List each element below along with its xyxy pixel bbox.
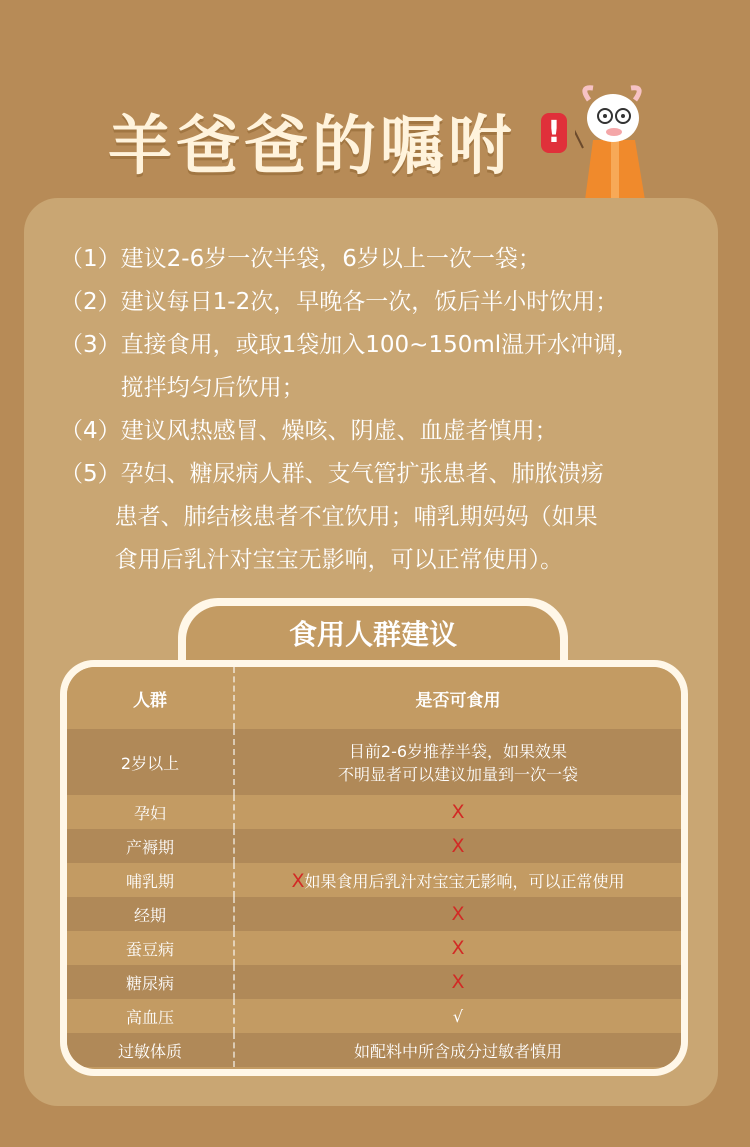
cell-advice — [234, 863, 681, 897]
cross-mark: X — [451, 937, 465, 959]
cell-advice — [234, 931, 681, 965]
notes-list — [60, 238, 710, 582]
cell-group: 哺乳期 — [67, 863, 234, 897]
cell-group: 产褥期 — [67, 829, 234, 863]
cell-advice — [234, 897, 681, 931]
note-number: （3） — [60, 332, 121, 358]
note-text: 直接食用，或取1袋加入100~150ml温开水冲调， — [120, 332, 640, 358]
note-text: 孕妇、糖尿病人群、支气管扩张患者、肺脓溃疡 — [120, 461, 604, 487]
note-item — [60, 453, 710, 582]
cell-group: 2岁以上 — [67, 729, 234, 795]
suitability-table — [67, 667, 681, 1069]
note-number: （5） — [60, 461, 121, 487]
table-row — [67, 897, 681, 931]
cross-mark: X — [451, 903, 465, 925]
sheep-mascot-illustration — [575, 78, 655, 203]
cell-advice — [234, 795, 681, 829]
table-row — [67, 729, 681, 795]
cell-text: 如配料中所含成分过敏者慎用 — [353, 1041, 562, 1061]
cell-group: 经期 — [67, 897, 234, 931]
page-title: 羊爸爸的嘱咐 — [108, 109, 516, 184]
cross-mark: X — [451, 835, 465, 857]
note-number: （4） — [60, 418, 121, 444]
check-mark: √ — [452, 1006, 464, 1026]
cell-advice — [234, 999, 681, 1033]
table-row — [67, 863, 681, 897]
header-edible: 是否可食用 — [415, 690, 501, 711]
cell-advice — [234, 829, 681, 863]
cell-group: 过敏体质 — [67, 1033, 234, 1067]
note-text: 患者、肺结核患者不宜饮用；哺乳期妈妈（如果 — [114, 504, 598, 530]
note-number: （1） — [60, 246, 121, 272]
note-item — [60, 324, 710, 410]
note-item — [60, 281, 710, 324]
header-group: 人群 — [67, 667, 234, 729]
cell-group: 孕妇 — [67, 795, 234, 829]
table-heading: 食用人群建议 — [186, 606, 560, 672]
table-header-row — [67, 667, 681, 729]
cell-text: 如果食用后乳汁对宝宝无影响，可以正常使用 — [304, 871, 625, 891]
cross-mark: X — [451, 801, 465, 823]
table-row — [67, 829, 681, 863]
cell-advice — [234, 729, 681, 795]
table-row — [67, 1033, 681, 1067]
note-text: 建议风热感冒、燥咳、阴虚、血虚者慎用； — [120, 418, 558, 444]
table-row — [67, 931, 681, 965]
table-row — [67, 999, 681, 1033]
note-number: （2） — [60, 289, 121, 315]
cell-text: 目前2-6岁推荐半袋，如果效果 — [348, 742, 568, 761]
cell-group: 蚕豆病 — [67, 931, 234, 965]
note-item — [60, 410, 710, 453]
note-text: 建议2-6岁一次半袋，6岁以上一次一袋； — [120, 246, 541, 272]
note-text: 食用后乳汁对宝宝无影响，可以正常使用）。 — [114, 547, 564, 573]
cross-mark: X — [451, 971, 465, 993]
cell-text: 不明显者可以建议加量到一次一袋 — [337, 765, 578, 784]
cell-advice — [234, 1033, 681, 1067]
table-row — [67, 795, 681, 829]
note-item — [60, 238, 710, 281]
note-text: 建议每日1-2次，早晚各一次，饭后半小时饮用； — [120, 289, 619, 315]
cross-mark: X — [291, 869, 305, 892]
cell-advice — [234, 965, 681, 999]
cell-group: 高血压 — [67, 999, 234, 1033]
exclamation-badge: ! — [541, 113, 567, 153]
table-row — [67, 965, 681, 999]
note-text: 搅拌均匀后饮用； — [120, 375, 305, 401]
cell-group: 糖尿病 — [67, 965, 234, 999]
